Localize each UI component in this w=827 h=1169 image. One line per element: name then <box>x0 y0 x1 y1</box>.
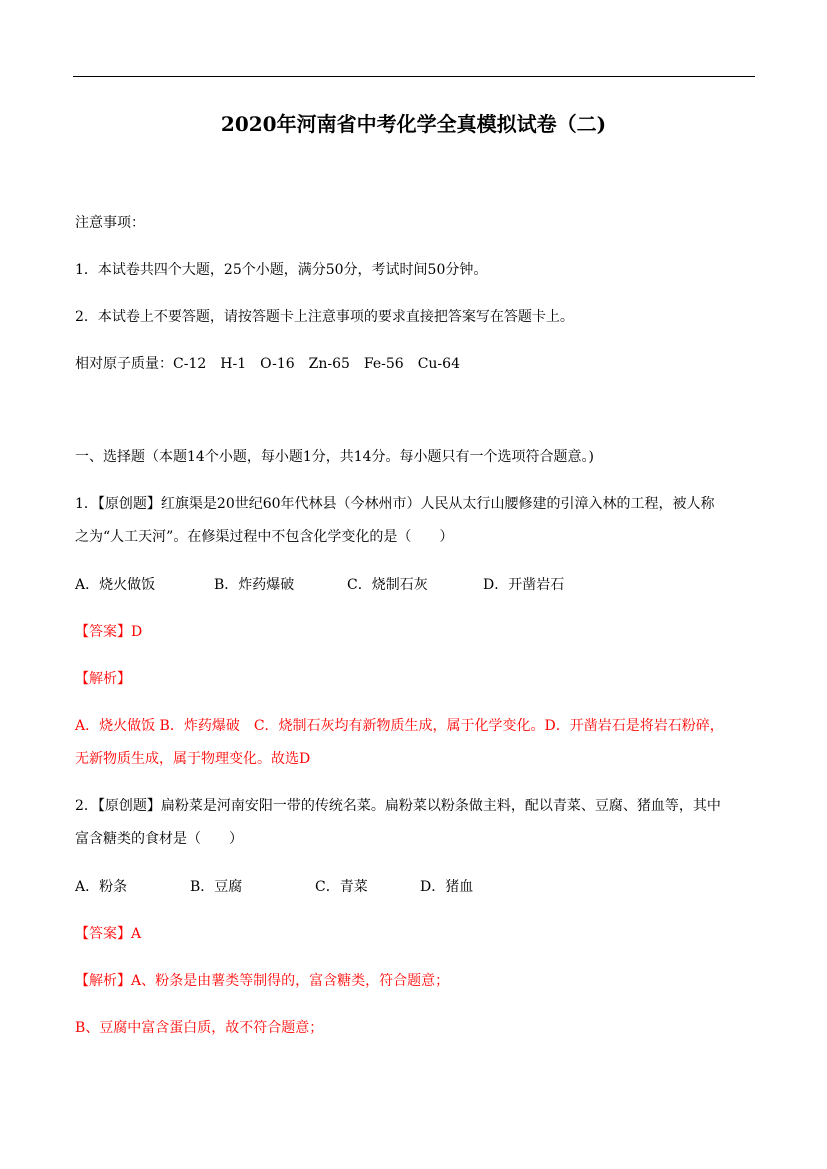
q2-option-d: D．猪血 <box>420 879 474 895</box>
q2-answer: 【答案】A <box>75 926 142 942</box>
q2-analysis-line1: 【解析】A、粉条是由薯类等制得的，富含糖类，符合题意； <box>75 973 450 989</box>
q1-answer: 【答案】D <box>75 624 143 640</box>
q1-analysis-label: 【解析】 <box>75 671 131 687</box>
notice-item-1: 1．本试卷共四个大题，25个小题，满分50分，考试时间50分钟。 <box>75 262 488 278</box>
q1-option-c: C．烧制石灰 <box>347 577 428 593</box>
q2-option-c: C．青菜 <box>315 879 368 895</box>
q2-stem-line2: 富含糖类的食材是（ ） <box>75 831 243 847</box>
page-title: 2020年河南省中考化学全真模拟试卷（二) <box>220 112 607 136</box>
q1-analysis-line2: 无新物质生成，属于物理变化。故选D <box>75 751 311 767</box>
header-rule <box>73 76 755 77</box>
q2-stem-line1: 2．【原创题】扁粉菜是河南安阳一带的传统名菜。扁粉菜以粉条做主料，配以青菜、豆腐、猪血等，其中 <box>75 798 721 814</box>
q2-analysis-line2: B、豆腐中富含蛋白质，故不符合题意； <box>75 1020 324 1036</box>
q1-option-a: A．烧火做饭 <box>75 577 156 593</box>
section-heading: 一、选择题（本题14个小题，每小题1分，共14分。每小题只有一个选项符合题意。) <box>75 449 594 465</box>
q2-option-a: A．粉条 <box>75 879 128 895</box>
q1-option-b: B．炸药爆破 <box>214 577 295 593</box>
q1-analysis-line1: A．烧火做饭 B．炸药爆破 C．烧制石灰均有新物质生成，属于化学变化。D．开凿岩石是将岩石粉碎， <box>75 718 724 734</box>
notice-item-2: 2．本试卷上不要答题，请按答题卡上注意事项的要求直接把答案写在答题卡上。 <box>75 309 574 325</box>
q1-stem-line2: 之为“人工天河”。在修渠过程中不包含化学变化的是（ ） <box>75 529 454 545</box>
q2-option-b: B．豆腐 <box>190 879 243 895</box>
q1-option-d: D．开凿岩石 <box>483 577 565 593</box>
notice-heading: 注意事项： <box>75 215 145 231</box>
q1-stem-line1: 1．【原创题】红旗渠是20世纪60年代林县（今林州市）人民从太行山腰修建的引漳入林的工程，被人称 <box>75 496 715 512</box>
atomic-mass-line: 相对原子质量：C-12 H-1 O-16 Zn-65 Fe-56 Cu-64 <box>75 356 460 372</box>
